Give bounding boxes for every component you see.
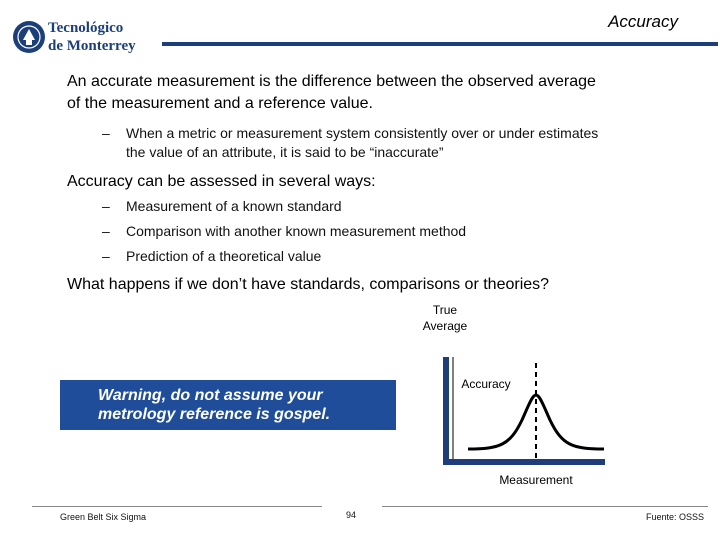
diagram-left-frame: [443, 357, 449, 465]
list-item: [102, 247, 321, 266]
question-text: What happens if we don’t have standards, comparisons or theories?: [67, 276, 550, 293]
definition-line2: of the measurement and a reference value.: [67, 95, 373, 112]
bullet-dash: –: [102, 223, 110, 239]
logo-text-line1: Tecnológico: [48, 20, 124, 36]
assessment-heading: Accuracy can be assessed in several ways:: [67, 173, 376, 190]
bullet-dash: –: [102, 248, 110, 264]
warning-line2: metrology reference is gospel.: [98, 406, 331, 423]
warning-box: [60, 380, 396, 430]
accuracy-diagram: [440, 355, 610, 470]
bullet-dash: –: [102, 125, 110, 141]
logo: [12, 20, 142, 60]
page-number: 94: [346, 510, 357, 520]
definition-text: [67, 71, 687, 115]
warning-line1: Warning, do not assume your: [98, 387, 323, 404]
warning-text: [98, 386, 388, 424]
footer-course-name: Green Belt Six Sigma: [60, 512, 147, 522]
diagram-baseline: [443, 459, 605, 465]
inaccurate-bullet: [102, 124, 702, 162]
logo-text-line2: de Monterrey: [48, 38, 136, 54]
true-average-line2: Average: [422, 319, 468, 333]
logo-seal-icon: [12, 20, 46, 54]
footer-rule: [382, 506, 708, 507]
measurement-axis-label: Measurement: [499, 473, 573, 487]
inaccurate-line2: the value of an attribute, it is said to be “inaccurate”: [126, 144, 444, 160]
true-average-label: [405, 302, 485, 334]
true-average-line1: True: [432, 303, 458, 317]
list-item-text: Prediction of a theoretical value: [126, 248, 322, 264]
footer-source: Fuente: OSSS: [645, 512, 704, 522]
list-item-text: Measurement of a known standard: [126, 198, 342, 214]
inaccurate-line1: When a metric or measurement system consistently over or under estimates: [126, 125, 599, 141]
list-item-text: Comparison with another known measurement method: [126, 223, 467, 239]
footer-rule: [32, 506, 322, 507]
accuracy-label: Accuracy: [461, 377, 511, 391]
list-item: [102, 197, 342, 216]
page-title: Accuracy: [608, 12, 678, 31]
bullet-dash: –: [102, 198, 110, 214]
list-item: [102, 222, 466, 241]
definition-line1: An accurate measurement is the difference between the observed average: [67, 73, 596, 90]
title-rule: [162, 42, 718, 46]
